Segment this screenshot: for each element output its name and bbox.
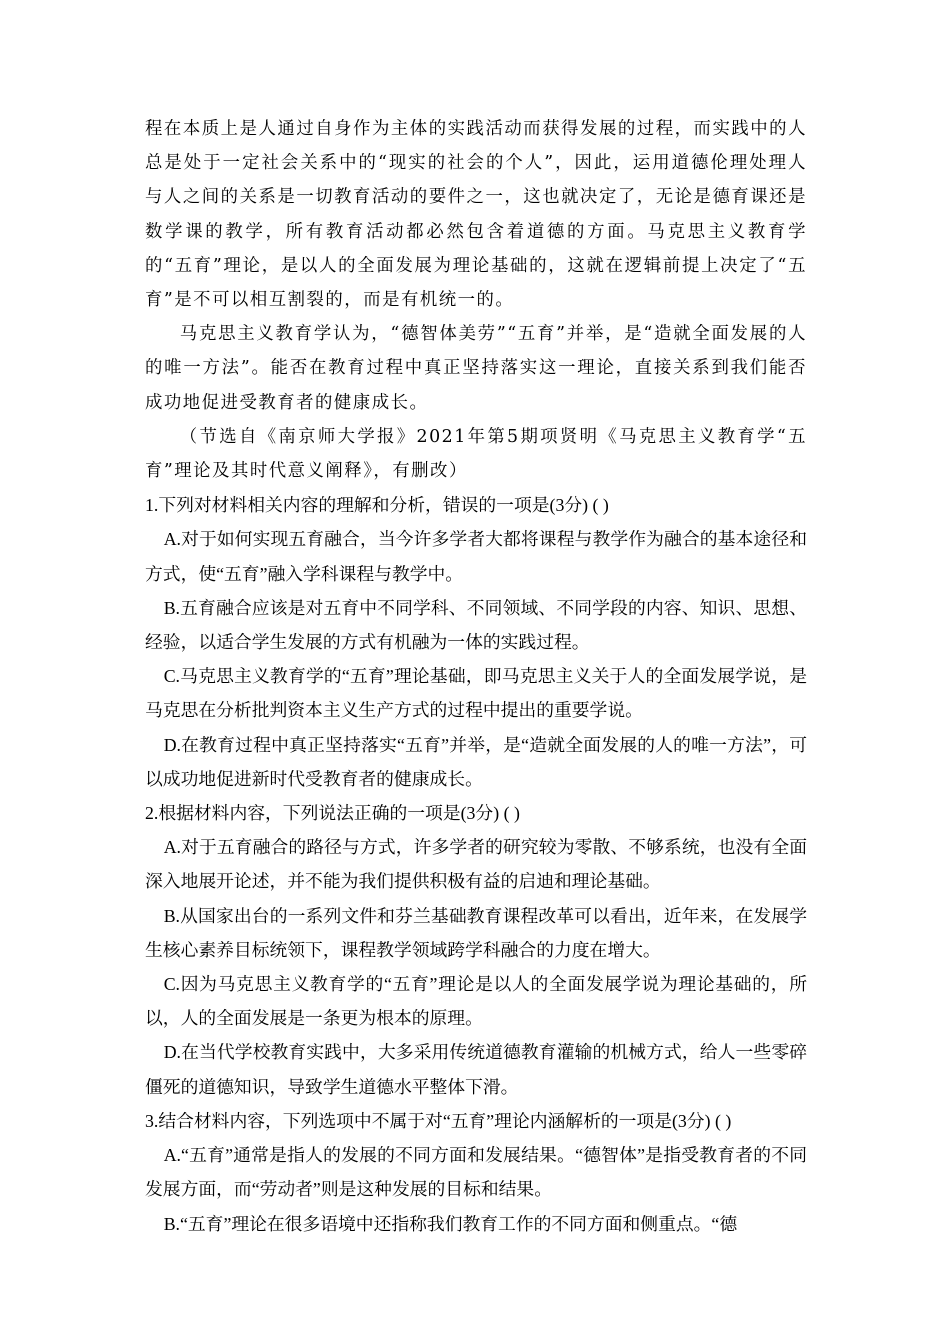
question-2-option-a: A.对于五育融合的路径与方式，许多学者的研究较为零散、不够系统，也没有全面深入地展开论述，并不能为我们提供积极有益的启迪和理论基础。 [145,837,807,892]
question-3 [145,1104,807,1241]
passage-source: （节选自《南京师大学报》2021年第5期项贤明《马克思主义教育学“五育”理论及其时代意义阐释》，有删改） [145,426,807,482]
question-2 [145,796,807,1104]
question-1-option-a: A.对于如何实现五育融合，当今许多学者大都将课程与教学作为融合的基本途径和方式，使“五育”融入学科课程与教学中。 [145,529,807,584]
question-2-option-d: D.在当代学校教育实践中，大多采用传统道德教育灌输的机械方式，给人一些零碎僵死的道德知识，导致学生道德水平整体下滑。 [145,1042,807,1097]
question-1-option-b: B.五育融合应该是对五育中不同学科、不同领域、不同学段的内容、知识、思想、经验，以适合学生发展的方式有机融为一体的实践过程。 [145,597,807,653]
question-3-option-a: A.“五育”通常是指人的发展的不同方面和发展结果。“德智体”是指受教育者的不同发展方面，而“劳动者”则是这种发展的目标和结果。 [145,1145,807,1200]
question-1-option-c: C.马克思主义教育学的“五育”理论基础，即马克思主义关于人的全面发展学说，是马克思在分析批判资本主义生产方式的过程中提出的重要学说。 [145,666,807,721]
question-3-stem: 3.结合材料内容，下列选项中不属于对“五育”理论内涵解析的一项是(3分) ( ) [145,1110,732,1131]
question-2-option-c: C.因为马克思主义教育学的“五育”理论是以人的全面发展学说为理论基础的，所以，人的全面发展是一条更为根本的原理。 [145,974,807,1029]
passage-paragraph-2: 马克思主义教育学认为，“德智体美劳”“五育”并举，是“造就全面发展的人的唯一方法”。能否在教育过程中真正坚持落实这一理论，直接关系到我们能否成功地促进受教育者的健康成长。 [145,324,807,413]
question-1 [145,488,807,796]
question-2-option-b: B.从国家出台的一系列文件和芬兰基础教育课程改革可以看出，近年来，在发展学生核心素养目标统领下，课程教学领域跨学科融合的力度在增大。 [145,905,807,960]
question-1-option-d: D.在教育过程中真正坚持落实“五育”并举，是“造就全面发展的人的唯一方法”，可以成功地促进新时代受教育者的健康成长。 [145,734,807,789]
document-page [145,112,807,1241]
passage-paragraph-1: 程在本质上是人通过自身作为主体的实践活动而获得发展的过程，而实践中的人总是处于一定社会关系中的“现实的社会的个人”，因此，运用道德伦理处理人与人之间的关系是一切教育活动的要件之一，这也就决定了，无论是德育课还是数学课的教学，所有教育活动都必然包含着道德的方面。马克思主义教育学的“五育”理论，是以人的全面发展为理论基础的，这就在逻辑前提上决定了“五育”是不可以相互割裂的，而是有机统一的。 [145,119,807,311]
question-2-stem: 2.根据材料内容，下列说法正确的一项是(3分) ( ) [145,803,520,824]
question-1-stem: 1.下列对材料相关内容的理解和分析，错误的一项是(3分) ( ) [145,495,609,516]
question-3-option-b: B.“五育”理论在很多语境中还指称我们教育工作的不同方面和侧重点。“德 [163,1213,738,1234]
